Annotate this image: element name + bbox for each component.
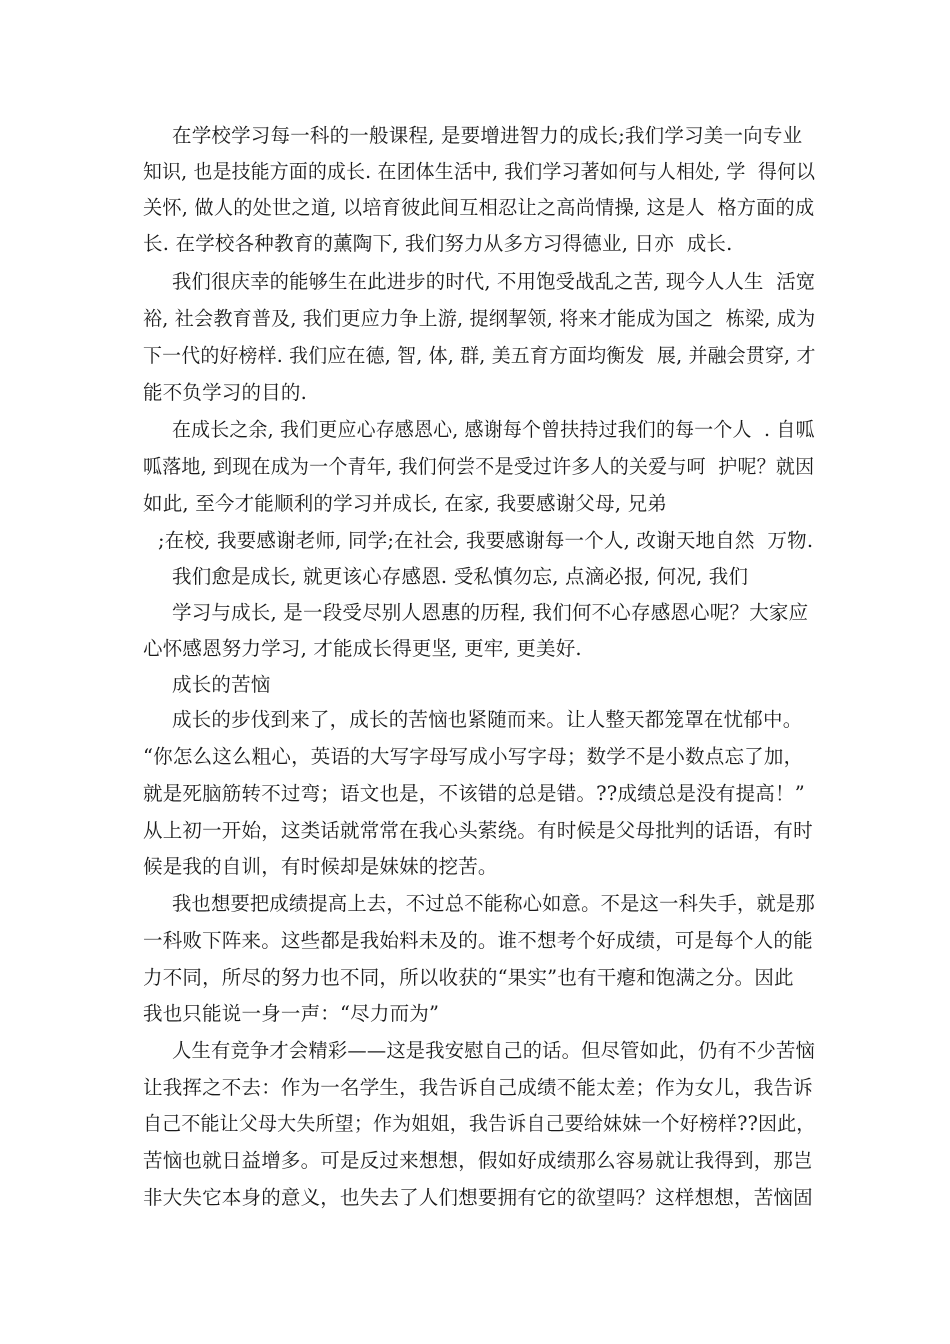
text-line: 知识, 也是技能方面的成长. 在团体生活中, 我们学习著如何与人相处, 学 得何以 (143, 160, 816, 183)
text-line: 在学校学习每一科的一般课程, 是要增进智力的成长;我们学习美一向专业 (172, 124, 803, 147)
text-line: 非大失它本身的意义，也失去了人们想要拥有它的欲望吗？这样想想，苦恼固 (143, 1186, 813, 1209)
text-line: ;在校, 我要感谢老师, 同学;在社会, 我要感谢每一个人, 改谢天地自然 万物. (158, 529, 814, 552)
text-line: 成长的步伐到来了，成长的苦恼也紧随而来。让人整天都笼罩在忧郁中。 (172, 708, 803, 731)
text-line: 如此, 至今才能顺利的学习并成长, 在家, 我要感谢父母, 兄弟 (143, 492, 667, 515)
text-line: 就是死脑筋转不过弯；语文也是，不该错的总是错。??成绩总是没有提高！” (143, 782, 805, 805)
text-line: 力不同，所尽的努力也不同，所以收获的“果实”也有干瘪和饱满之分。因此 (143, 966, 794, 989)
text-line: 我也想要把成绩提高上去，不过总不能称心如意。不是这一科失手，就是那 (172, 892, 815, 915)
text-line: 一科败下阵来。这些都是我始料未及的。谁不想考个好成绩，可是每个人的能 (143, 929, 813, 952)
text-line: 关怀, 做人的处世之道, 以培育彼此间互相忍让之高尚情操, 这是人 格方面的成 (143, 196, 815, 219)
text-line: 裕, 社会教育普及, 我们更应力争上游, 提纲挈领, 将来才能成为国之 栋梁, 成为 (143, 307, 816, 330)
text-line: 从上初一开始，这类话就常常在我心头萦绕。有时候是父母批判的话语，有时 (143, 819, 813, 842)
text-line: 让我挥之不去：作为一名学生，我告诉自己成绩不能太差；作为女儿，我告诉 (143, 1076, 813, 1099)
text-line: 我们愈是成长, 就更该心存感恩. 受私慎勿忘, 点滴必报, 何况, 我们 (172, 565, 749, 588)
text-line: 我们很庆幸的能够生在此进步的时代, 不用饱受战乱之苦, 现今人人生 活宽 (172, 270, 816, 293)
text-line: 苦恼也就日益增多。可是反过来想想，假如好成绩那么容易就让我得到，那岂 (143, 1149, 813, 1172)
text-line: 能不负学习的目的. (143, 381, 307, 404)
text-line: 下一代的好榜样. 我们应在德, 智, 体, 群, 美五育方面均衡发 展, 并融会贯穿, 才 (143, 344, 816, 367)
text-line: 在成长之余, 我们更应心存感恩心, 感谢每个曾扶持过我们的每一个人 . 自呱 (172, 418, 815, 441)
text-line: “你怎么这么粗心，英语的大写字母写成小写字母；数学不是小数点忘了加， (143, 745, 804, 768)
text-line: 学习与成长, 是一段受尽别人恩惠的历程, 我们何不心存感恩心呢？大家应 (172, 601, 809, 624)
text-line: 候是我的自训，有时候却是妹妹的挖苦。 (143, 855, 498, 878)
text-line: 呱落地, 到现在成为一个青年, 我们何尝不是受过许多人的关爱与呵 护呢？就因 (143, 455, 815, 478)
text-line: 人生有竞争才会精彩——这是我安慰自己的话。但尽管如此，仍有不少苦恼 (172, 1039, 815, 1062)
text-line: 长. 在学校各种教育的薰陶下, 我们努力从多方习得德业, 日亦 成长. (143, 232, 733, 255)
text-line: 心怀感恩努力学习, 才能成长得更坚, 更牢, 更美好. (143, 637, 582, 660)
text-line: 我也只能说一身一声：“尽力而为” (143, 1002, 440, 1025)
section-heading: 成长的苦恼 (172, 673, 271, 696)
text-line: 自己不能让父母大失所望；作为姐姐，我告诉自己要给妹妹一个好榜样??因此， (143, 1112, 816, 1135)
